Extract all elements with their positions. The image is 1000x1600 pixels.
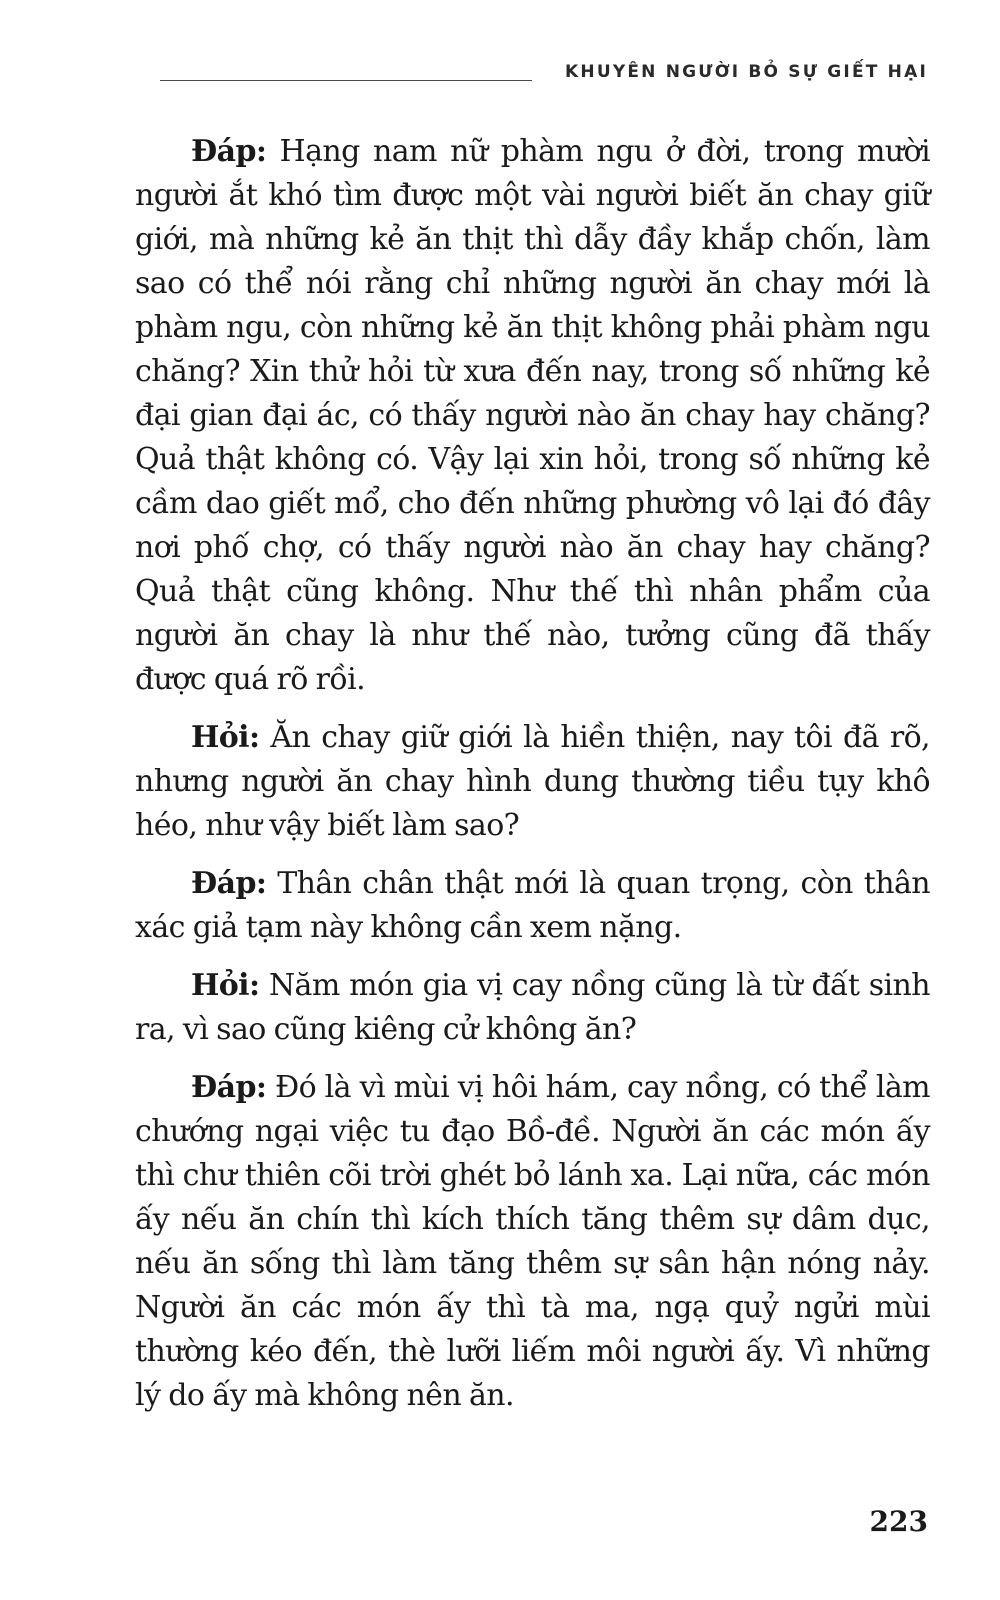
paragraph-question-2 <box>135 964 930 1052</box>
paragraph-label: Đáp: <box>191 134 267 169</box>
paragraph-answer-2 <box>135 862 930 950</box>
paragraph-answer-3 <box>135 1066 930 1418</box>
paragraph-text: Đó là vì mùi vị hôi hám, cay nồng, có thể làm chướng ngại việc tu đạo Bồ-đề. Người ăn các món ấy thì chư thiên cõi trời ghét bỏ lánh xa. Lại nữa, các món ấy nếu ăn chín thì kích thích tăng thêm sự dâm dục, nếu ăn sống thì làm tăng thêm sự sân hận nóng nảy. Người ăn các món ấy thì tà ma, ngạ quỷ ngửi mùi thường kéo đến, thè lưỡi liếm môi người ấy. Vì những lý do ấy mà không nên ăn. <box>135 1070 930 1413</box>
paragraph-text: Ăn chay giữ giới là hiền thiện, nay tôi đã rõ, nhưng người ăn chay hình dung thường tiều tụy khô héo, như vậy biết làm sao? <box>135 720 930 843</box>
paragraph-text: Thân chân thật mới là quan trọng, còn thân xác giả tạm này không cần xem nặng. <box>135 866 930 945</box>
paragraph-answer-1 <box>135 130 930 702</box>
paragraph-label: Hỏi: <box>191 720 260 755</box>
paragraph-label: Đáp: <box>191 1070 267 1105</box>
paragraph-label: Đáp: <box>191 866 267 901</box>
page-body <box>135 130 930 1432</box>
page-number: 223 <box>869 1505 928 1538</box>
running-header <box>0 52 1000 92</box>
running-header-title: KHUYÊN NGƯỜI BỎ SỰ GIẾT HẠI <box>565 62 928 82</box>
paragraph-question-1 <box>135 716 930 848</box>
header-rule <box>160 80 532 81</box>
paragraph-text: Năm món gia vị cay nồng cũng là từ đất sinh ra, vì sao cũng kiêng cử không ăn? <box>135 968 930 1047</box>
paragraph-label: Hỏi: <box>191 968 260 1003</box>
paragraph-text: Hạng nam nữ phàm ngu ở đời, trong mười người ắt khó tìm được một vài người biết ăn chay giữ giới, mà những kẻ ăn thịt thì dẫy đầy khắp chốn, làm sao có thể nói rằng chỉ những người ăn chay mới là phàm ngu, còn những kẻ ăn thịt không phải phàm ngu chăng? Xin thử hỏi từ xưa đến nay, trong số những kẻ đại gian đại ác, có thấy người nào ăn chay hay chăng? Quả thật không có. Vậy lại xin hỏi, trong số những kẻ cầm dao giết mổ, cho đến những phường vô lại đó đây nơi phố chợ, có thấy người nào ăn chay hay chăng? Quả thật cũng không. Như thế thì nhân phẩm của người ăn chay là như thế nào, tưởng cũng đã thấy được quá rõ rồi. <box>135 134 930 697</box>
